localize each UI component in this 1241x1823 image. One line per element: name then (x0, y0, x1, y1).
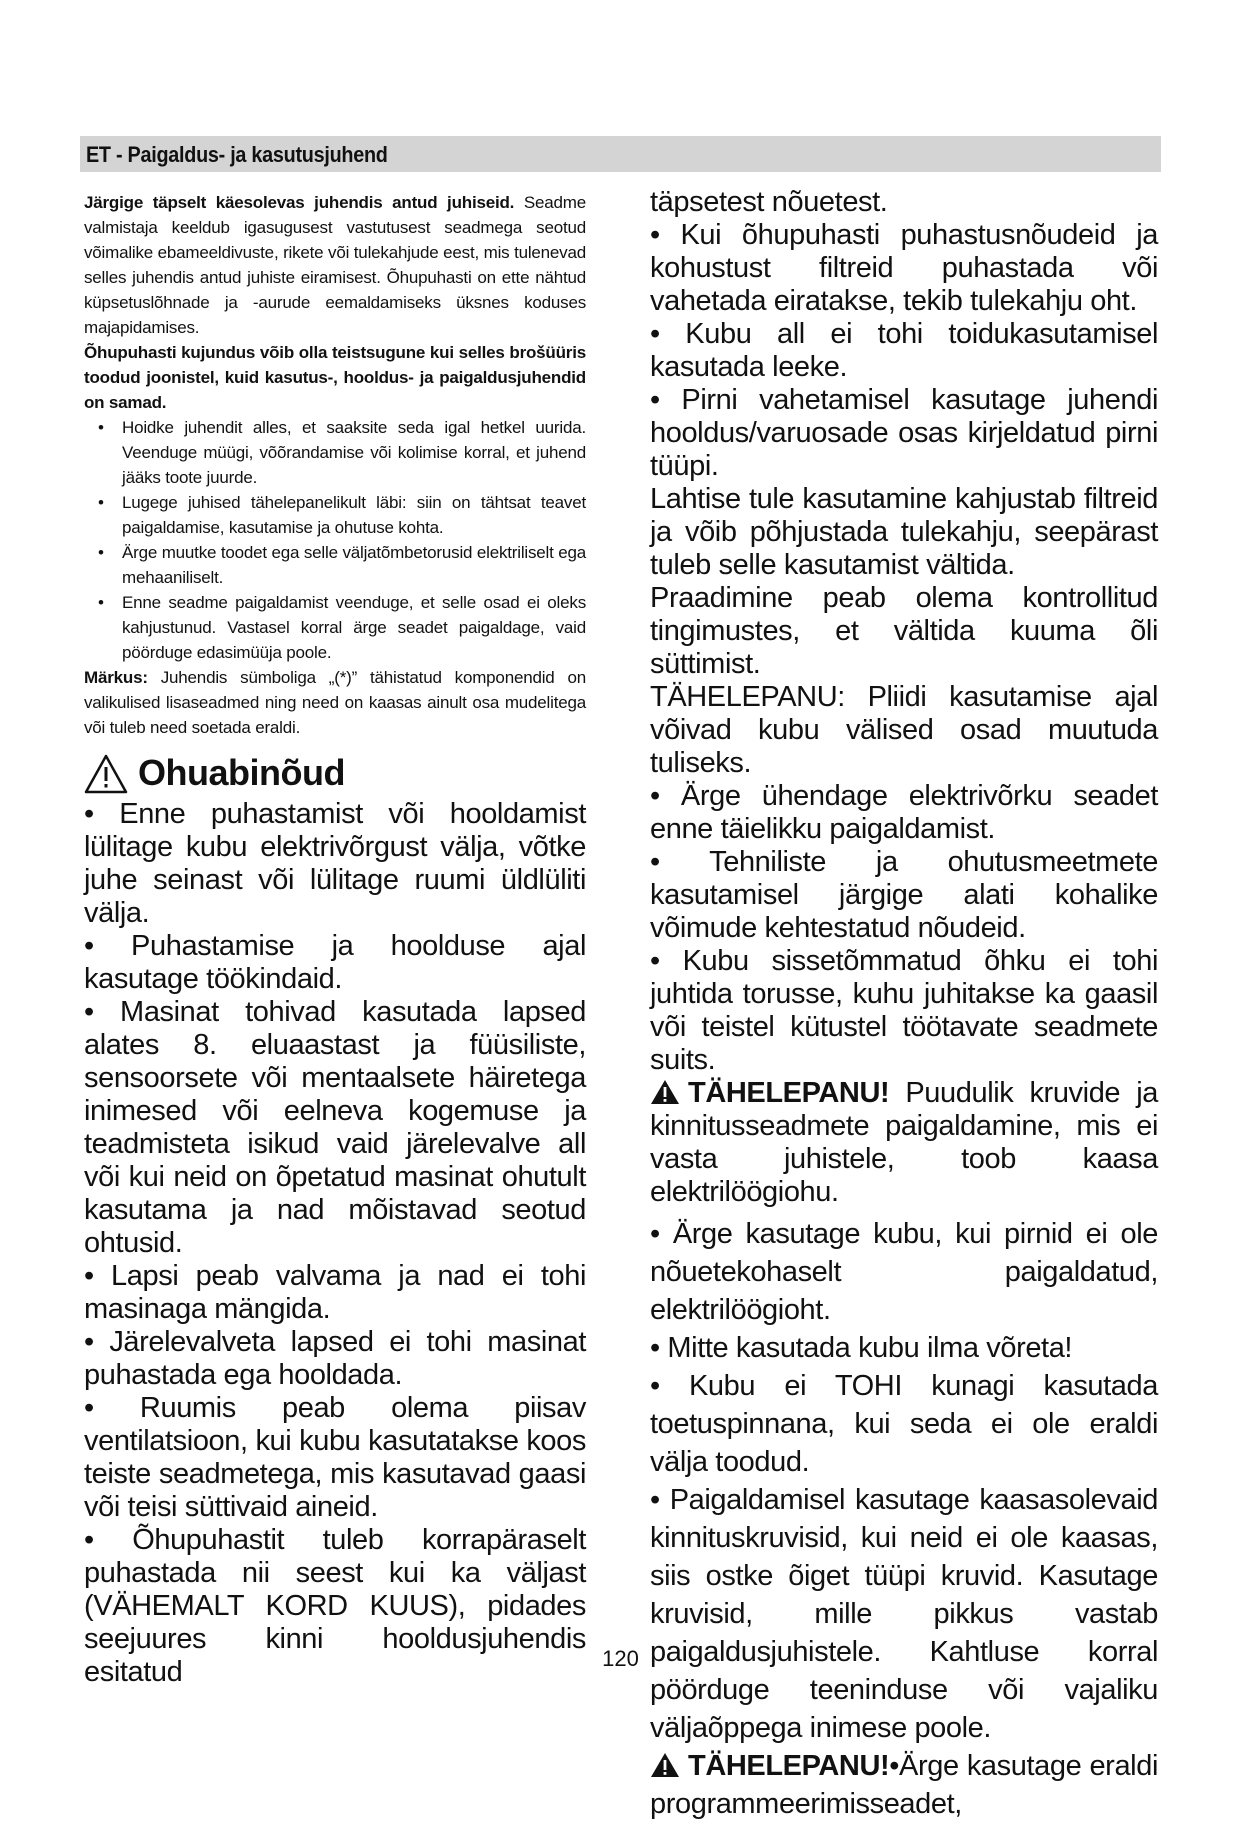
note-text: Juhendis sümboliga „(*)” tähistatud komponendid on valikulised lisaseadmed ning need on kaasas ainult osa mudelitega või tuleb need soetada eraldi. (84, 668, 586, 737)
section-title: Ohuabinõud (138, 752, 345, 793)
warning-filled-icon (650, 1079, 680, 1105)
warning-label: TÄHELEPANU! (688, 1750, 890, 1782)
safety-paragraph: • Õhupuhastit tuleb korrapäraselt puhastada nii seest kui ka väljast (VÄHEMALT KORD KUUS), pidades seejuures kinni hooldusjuhendis esitatud (84, 1524, 586, 1688)
intro-bold-1: Järgige täpselt käesolevas juhendis antud juhiseid. (84, 193, 515, 212)
safety-paragraph: • Järelevalveta lapsed ei tohi masinat puhastada ega hooldada. (84, 1326, 586, 1391)
bullet-dot: • (98, 493, 104, 512)
safety-paragraph: • Paigaldamisel kasutage kaasasolevaid kinnituskruvisid, kui neid ei ole kaasas, siis ostke õiget tüüpi kruvid. Kasutage kruvisid, mille pikkus vastab paigaldusjuhistele. Kahtluse korral pöörduge teeninduse või vajaliku väljaõppega inimese poole. (650, 1484, 1158, 1744)
safety-paragraph: • Tehniliste ja ohutusmeetmete kasutamisel järgige alati kohalike võimude kehtestatud nõudeid. (650, 846, 1158, 944)
safety-paragraph: TÄHELEPANU: Pliidi kasutamise ajal võivad kubu välised osad muutuda tuliseks. (650, 681, 1158, 779)
right-column (650, 186, 1158, 1823)
bullet-dot: • (98, 593, 104, 612)
left-column (84, 190, 586, 1689)
intro-paragraph-1 (84, 190, 586, 340)
list-item-text: Lugege juhised tähelepanelikult läbi: siin on tähtsat teavet paigaldamise, kasutamise ja ohutuse kohta. (122, 493, 586, 537)
warning-paragraph-2 (650, 1747, 1158, 1823)
warning-paragraph-1 (650, 1077, 1158, 1209)
bullet-dot: • (98, 543, 104, 562)
warning-triangle-icon (84, 754, 128, 794)
list-item-text: Enne seadme paigaldamist veenduge, et selle osad ei oleks kahjustunud. Vastasel korral ärge seadet paigaldage, vaid pöörduge edasimüüja poole. (122, 593, 586, 662)
note-label: Märkus: (84, 668, 148, 687)
safety-paragraph: Lahtise tule kasutamine kahjustab filtreid ja võib põhjustada tulekahju, seepärast tuleb selle kasutamist vältida. (650, 483, 1158, 581)
bullet-dot: • (98, 418, 104, 437)
safety-paragraph: • Ärge kasutage kubu, kui pirnid ei ole nõuetekohaselt paigaldatud, elektrilöögioht. (650, 1218, 1158, 1326)
list-item (84, 590, 586, 665)
safety-paragraph: • Kubu all ei tohi toidukasutamisel kasutada leeke. (650, 318, 1158, 383)
warning-text: •Ärge kasutage eraldi programmeerimisseadet, (650, 1750, 1158, 1820)
warning-text: Puudulik kruvide ja kinnitusseadmete paigaldamine, mis ei vasta juhistele, toob kaasa elektrilöögiohu. (650, 1077, 1158, 1208)
warning-filled-icon (650, 1752, 680, 1778)
safety-paragraph: Praadimine peab olema kontrollitud tingimustes, et vältida kuuma õli süttimist. (650, 582, 1158, 680)
note-paragraph (84, 665, 586, 740)
intro-text-1: Seadme valmistaja keeldub igasugusest vastutusest seadmega seotud võimalike ebameeldivuste, rikete või tulekahjude eest, mis tulenevad selles juhendis antud juhiste eiramisest. Õhupuhasti on ette nähtud küpsetuslõhnade ja -aurude eemaldamiseks üksnes koduses majapidamises. (84, 193, 586, 337)
left-safety-text (84, 798, 586, 1689)
header-bar (80, 136, 1161, 172)
safety-paragraph: • Puhastamise ja hoolduse ajal kasutage töökindaid. (84, 930, 586, 995)
list-item-text: Ärge muutke toodet ega selle väljatõmbetorusid elektriliselt ega mehaaniliselt. (122, 543, 586, 587)
warning-label: TÄHELEPANU! (688, 1077, 890, 1109)
list-item (84, 490, 586, 540)
header-title: ET - Paigaldus- ja kasutusjuhend (86, 142, 388, 167)
section-heading (84, 752, 586, 798)
safety-paragraph: • Kui õhupuhasti puhastusnõudeid ja kohustust filtreid puhastada või vahetada eiratakse, tekib tulekahju oht. (650, 219, 1158, 317)
intro-block (84, 190, 586, 740)
safety-paragraph: • Ruumis peab olema piisav ventilatsioon, kui kubu kasutatakse koos teiste seadmetega, mis kasutavad gaasi või teisi süttivaid aineid. (84, 1392, 586, 1523)
list-item (84, 415, 586, 490)
page-number: 120 (602, 1646, 639, 1671)
safety-paragraph: • Lapsi peab valvama ja nad ei tohi masinaga mängida. (84, 1260, 586, 1325)
intro-bullet-list (84, 415, 586, 665)
list-item (84, 540, 586, 590)
safety-paragraph: • Masinat tohivad kasutada lapsed alates 8. eluaastast ja füüsiliste, sensoorsete või mentaalsete häiretega inimesed või eelneva kogemuse ja teadmisteta isikud vaid järelevalve all või kui neid on õpetatud masinat ohutult kasutama ja nad mõistavad seotud ohtusid. (84, 996, 586, 1259)
safety-paragraph: • Kubu ei TOHI kunagi kasutada toetuspinnana, kui seda ei ole eraldi välja toodud. (650, 1370, 1158, 1478)
safety-paragraph: täpsetest nõuetest. (650, 186, 888, 218)
safety-paragraph: • Kubu sissetõmmatud õhku ei tohi juhtida torusse, kuhu juhitakse ka gaasil või teistel kütustel töötavate seadmete suits. (650, 945, 1158, 1076)
safety-paragraph: • Mitte kasutada kubu ilma võreta! (650, 1332, 1073, 1364)
safety-paragraph: • Enne puhastamist või hooldamist lülitage kubu elektrivõrgust välja, võtke juhe seinast või lülitage ruumi üldlüliti välja. (84, 798, 586, 929)
safety-paragraph: • Pirni vahetamisel kasutage juhendi hooldus/varuosade osas kirjeldatud pirni tüüpi. (650, 384, 1158, 482)
safety-paragraph: • Ärge ühendage elektrivõrku seadet enne täielikku paigaldamist. (650, 780, 1158, 845)
list-item-text: Hoidke juhendit alles, et saaksite seda igal hetkel uurida. Veenduge müügi, võõrandamise või kolimise korral, et juhend jääks toote juurde. (122, 418, 586, 487)
intro-paragraph-2: Õhupuhasti kujundus võib olla teistsugune kui selles brošüüris toodud joonistel, kuid kasutus-, hooldus- ja paigaldusjuhendid on samad. (84, 343, 586, 412)
